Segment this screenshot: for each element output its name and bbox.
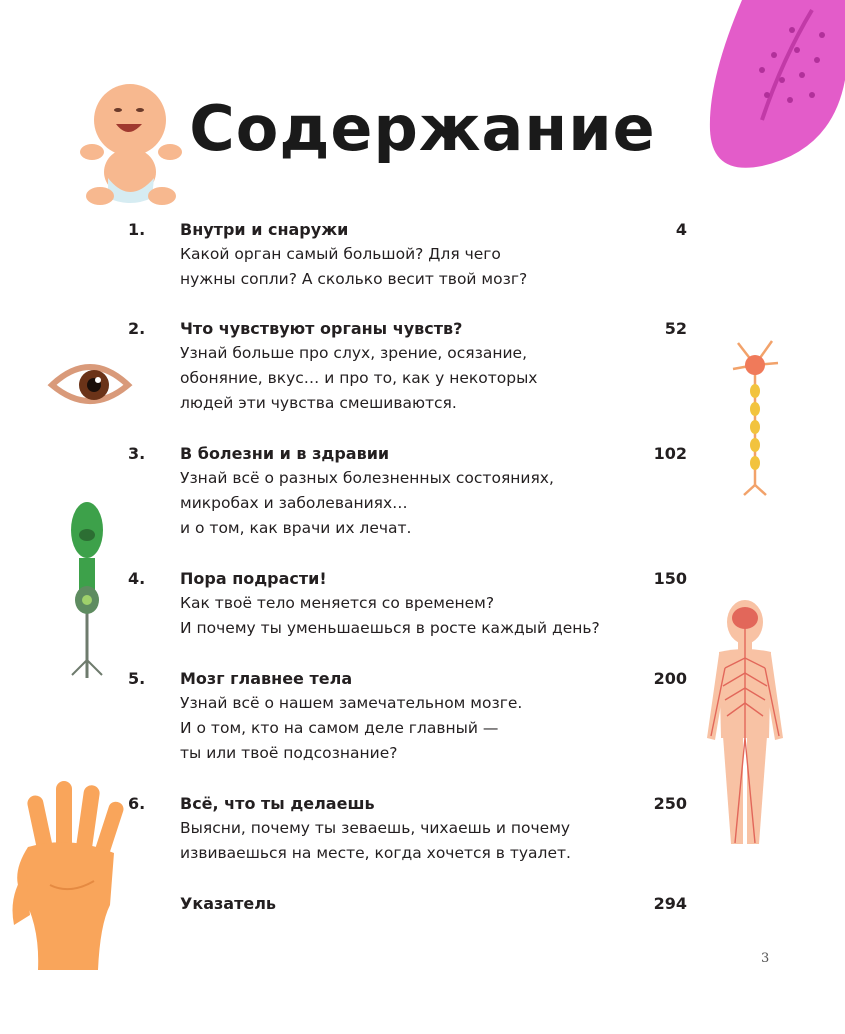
chapter-description: Узнай всё о нашем замечательном мозге. И о том, кто на самом деле главный — ты или твоё подсознание? <box>180 694 523 762</box>
page-title: Содержание <box>189 92 656 165</box>
chapter-title: Указатель <box>180 894 277 913</box>
chapter-title: Внутри и снаружи <box>180 220 349 239</box>
chapter-description: Какой орган самый большой? Для чего нужны сопли? А сколько весит твой мозг? <box>180 245 528 288</box>
page-number: 52 <box>664 319 687 338</box>
chapter-number: 2. <box>128 319 146 338</box>
folio-page-number: 3 <box>761 951 770 966</box>
chapter-number: 6. <box>128 794 146 813</box>
chapter-title: Что чувствуют органы чувств? <box>180 319 463 338</box>
page-number: 294 <box>653 894 687 913</box>
page-number: 200 <box>653 669 687 688</box>
eye-illustration <box>50 355 130 415</box>
neuron-illustration <box>730 335 780 495</box>
page-number: 250 <box>653 794 687 813</box>
chapter-number: 1. <box>128 220 146 239</box>
page-number: 150 <box>653 569 687 588</box>
page-number: 4 <box>675 220 687 239</box>
chapter-title: Мозг главнее тела <box>180 669 353 688</box>
chapter-title: Пора подрасти! <box>180 569 327 588</box>
chapter-title: В болезни и в здравии <box>180 444 390 463</box>
page-number: 102 <box>653 444 687 463</box>
nervous-system-illustration <box>705 598 785 848</box>
chapter-description: Как твоё тело меняется со временем? И почему ты уменьшаешься в росте каждый день? <box>180 594 600 637</box>
chapter-title: Всё, что ты делаешь <box>180 794 375 813</box>
chapter-number: 3. <box>128 444 146 463</box>
cell-illustration <box>62 500 112 680</box>
chapter-number: 4. <box>128 569 146 588</box>
chapter-number: 5. <box>128 669 146 688</box>
chapter-description: Узнай больше про слух, зрение, осязание, обоняние, вкус… и про то, как у некоторых людей эти чувства смешиваются. <box>180 344 538 412</box>
chapter-description: Выясни, почему ты зеваешь, чихаешь и почему извиваешься на месте, когда хочется в туалет. <box>180 819 571 862</box>
chapter-description: Узнай всё о разных болезненных состояниях, микробах и заболеваниях… и о том, как врачи их лечат. <box>180 469 554 537</box>
hand-illustration <box>10 775 135 970</box>
